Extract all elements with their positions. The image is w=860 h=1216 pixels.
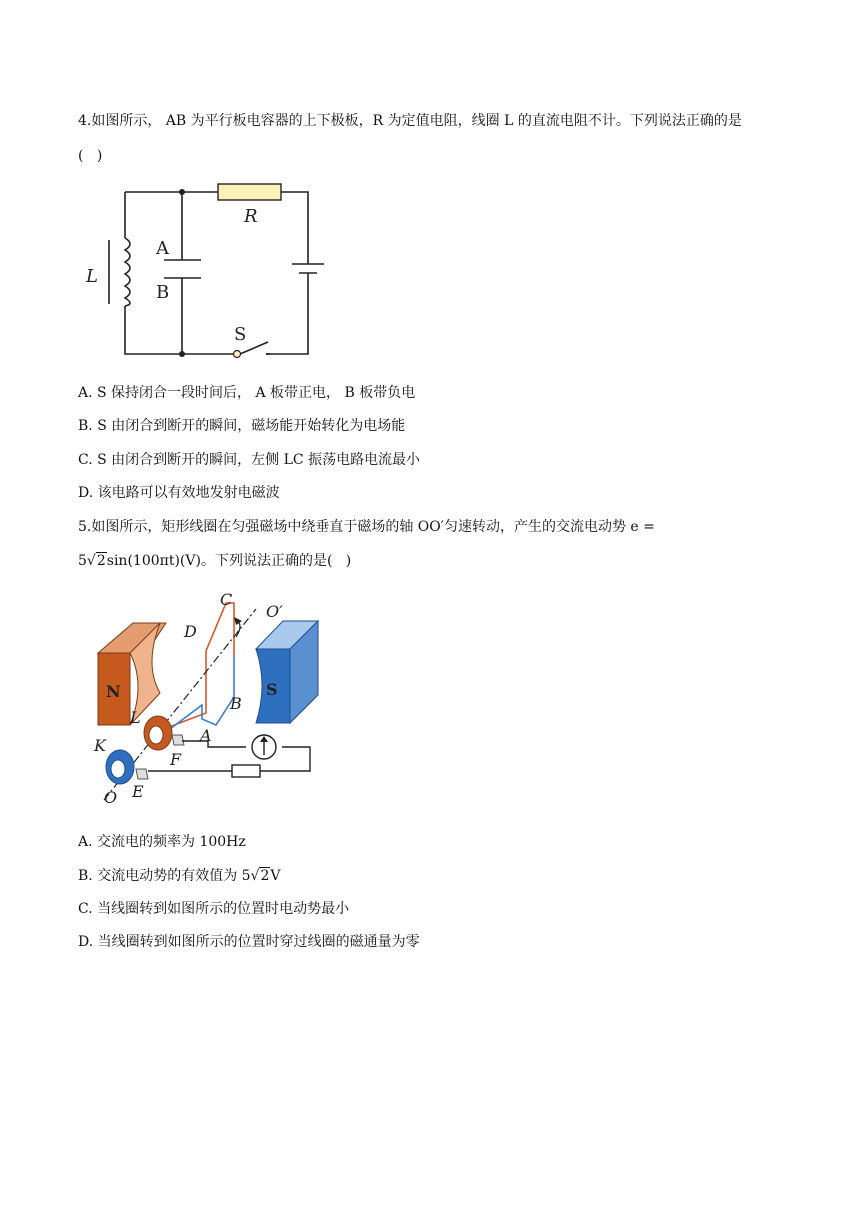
q5-option-a: A. 交流电的频率为 100Hz — [78, 834, 246, 850]
label-d: D — [184, 622, 197, 641]
label-f: F — [170, 750, 182, 769]
q5-generator-figure — [78, 585, 328, 810]
label-o: O — [104, 788, 118, 807]
q4-option-c: C. S 由闭合到断开的瞬间，左侧 LC 振荡电路电流最小 — [78, 452, 421, 468]
label-c: C — [220, 590, 233, 609]
label-b: B — [230, 694, 242, 713]
q5-option-b — [78, 866, 281, 886]
label-inductor: L — [86, 266, 98, 287]
option-b-radicand: 2 — [260, 868, 270, 884]
label-plate-a: A — [156, 238, 169, 259]
q5-stem-line2 — [78, 551, 351, 571]
q4-option-a: A. S 保持闭合一段时间后， A 板带正电， B 板带负电 — [78, 385, 416, 401]
q5-option-c: C. 当线圈转到如图所示的位置时电动势最小 — [78, 901, 350, 917]
external-resistor — [232, 765, 260, 777]
q5-option-d: D. 当线圈转到如图所示的位置时穿过线圈的磁通量为零 — [78, 934, 420, 950]
label-switch: S — [234, 324, 247, 345]
label-k: K — [94, 736, 106, 755]
option-b-unit: V — [270, 868, 281, 884]
q4-answer-paren: ( ) — [78, 148, 103, 164]
label-l: L — [130, 708, 141, 727]
resistor-r — [218, 184, 281, 200]
q5-stem-line1: 5.如图所示，矩形线圈在匀强磁场中绕垂直于磁场的轴 OO′匀速转动，产生的交流电动势 e = — [78, 519, 655, 535]
q4-option-b: B. S 由闭合到断开的瞬间，磁场能开始转化为电场能 — [78, 418, 406, 434]
sqrt-symbol: √2 — [86, 553, 106, 569]
label-n-pole: N — [106, 682, 121, 701]
q4-stem: 4.如图所示， AB 为平行板电容器的上下极板，R 为定值电阻，线圈 L 的直流电阻不计。下列说法正确的是 — [78, 113, 742, 129]
label-s-pole: S — [266, 680, 278, 699]
label-plate-b: B — [156, 282, 170, 303]
label-e: E — [132, 782, 144, 801]
q4-circuit-figure — [78, 178, 338, 366]
emf-rest: sin(100πt)(V)。下列说法正确的是( ) — [106, 553, 352, 569]
emf-coefficient: 5 — [78, 553, 87, 569]
q5-option-b-text: B. 交流电动势的有效值为 5 — [78, 868, 251, 884]
label-resistor: R — [244, 206, 258, 227]
q4-option-d: D. 该电路可以有效地发射电磁波 — [78, 485, 280, 501]
label-a: A — [200, 726, 212, 745]
label-o-prime: O′ — [266, 602, 283, 621]
sqrt-symbol: √2 — [250, 868, 270, 884]
emf-radicand: 2 — [96, 553, 106, 569]
